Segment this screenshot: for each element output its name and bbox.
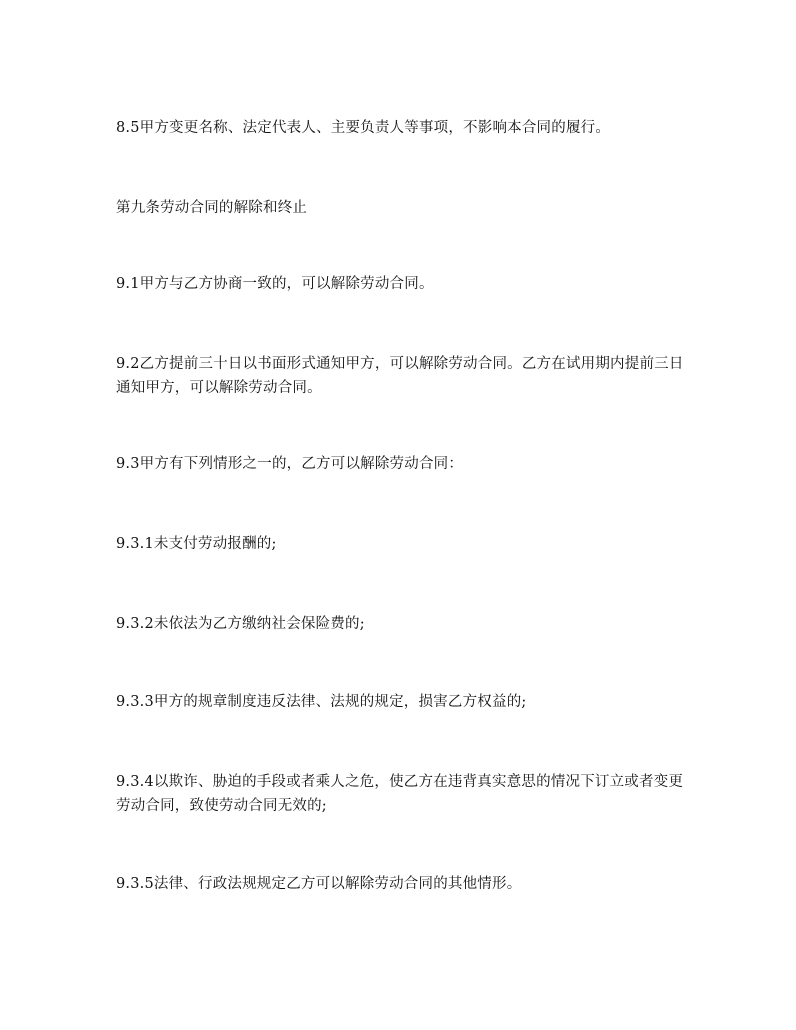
paragraph-9-3-5: 9.3.5法律、行政法规规定乙方可以解除劳动合同的其他情形。: [116, 876, 522, 892]
paragraph-9-3-1: 9.3.1未支付劳动报酬的;: [116, 536, 277, 552]
paragraph-9-2: 9.2乙方提前三十日以书面形式通知甲方，可以解除劳动合同。乙方在试用期内提前三日通知甲方，可以解除劳动合同。: [116, 356, 684, 396]
paragraph-9-3-2: 9.3.2未依法为乙方缴纳社会保险费的;: [116, 616, 365, 632]
paragraph-9-3-3: 9.3.3甲方的规章制度违反法律、法规的规定，损害乙方权益的;: [116, 694, 527, 710]
paragraph-9-3-4: 9.3.4以欺诈、胁迫的手段或者乘人之危，使乙方在违背真实意思的情况下订立或者变更劳动合同，致使劳动合同无效的;: [116, 774, 684, 814]
paragraph-9-3: 9.3甲方有下列情形之一的，乙方可以解除劳动合同：: [116, 456, 464, 472]
article-9-heading: 第九条劳动合同的解除和终止: [116, 200, 308, 216]
paragraph-9-1: 9.1甲方与乙方协商一致的，可以解除劳动合同。: [116, 276, 434, 292]
paragraph-8-5: 8.5甲方变更名称、法定代表人、主要负责人等事项，不影响本合同的履行。: [116, 120, 611, 136]
